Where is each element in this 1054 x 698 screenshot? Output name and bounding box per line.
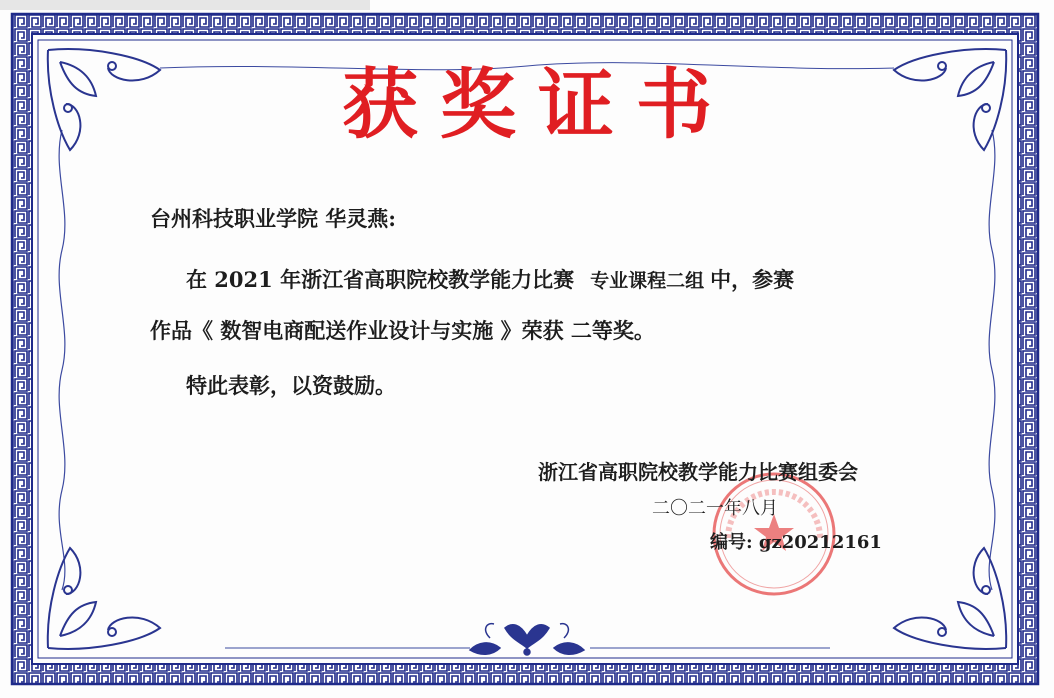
- award-line-1: [186, 266, 794, 295]
- certificate-title: 获奖证书: [342, 60, 734, 149]
- recipient-line: 台州科技职业学院 华灵燕:: [150, 206, 397, 231]
- award-line-1-suffix: 中，参赛: [710, 267, 795, 292]
- award-line-2: 作品《 数智电商配送作业设计与实施 》荣获 二等奖。: [150, 318, 655, 343]
- competition-group: 专业课程二组: [590, 270, 705, 292]
- certificate-serial-number: 编号: gz20212161: [710, 532, 882, 553]
- commendation-line: 特此表彰，以资鼓励。: [186, 373, 396, 398]
- border-top-band: [12, 14, 1038, 34]
- issuing-organization: 浙江省高职院校教学能力比赛组委会: [538, 460, 858, 484]
- award-line-1-prefix: 在 2021 年浙江省高职院校教学能力比赛: [186, 267, 575, 292]
- issue-date: 二〇二一年八月: [652, 498, 778, 519]
- floral-ornament-icon: [470, 624, 584, 655]
- border-bottom-band: [12, 664, 1038, 684]
